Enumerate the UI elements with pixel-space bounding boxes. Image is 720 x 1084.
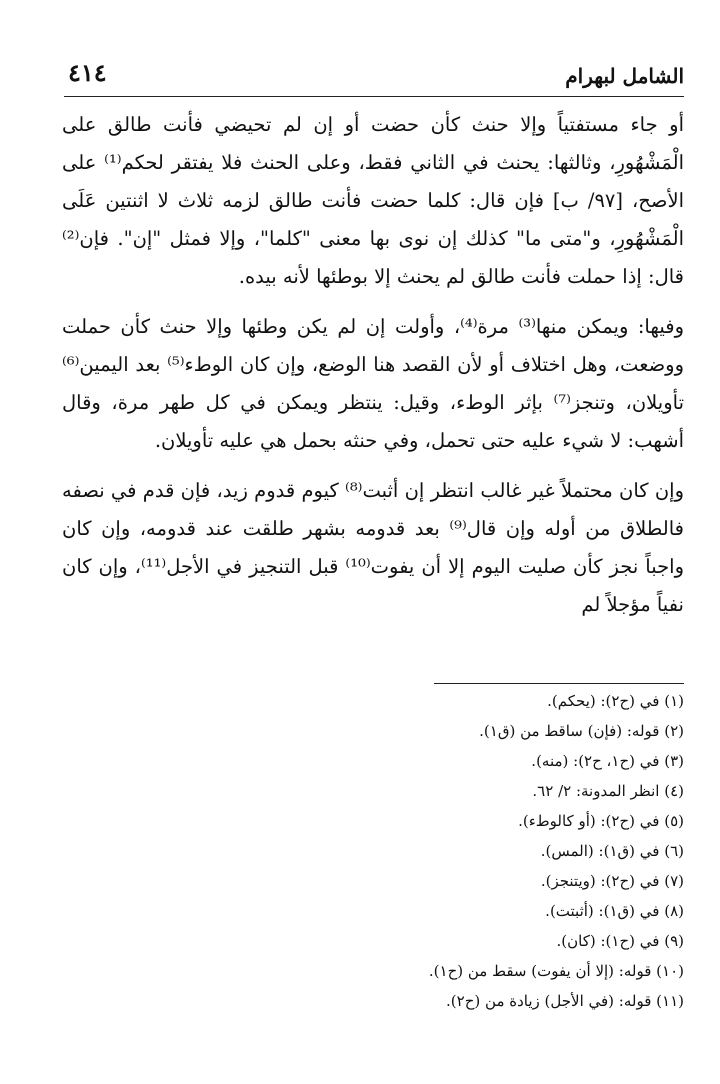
footnote-separator (434, 683, 684, 684)
running-title: الشامل لبهرام (565, 64, 684, 88)
paragraph-2: وفيها: ويمكن منها⁽³⁾ مرة⁽⁴⁾، وأولت إن لم يكن وطئها وإلا حنث كأن حملت ووضعت، وهل اختلاف أو لأن القصد هنا الوضع، وإن كان الوطء⁽⁵⁾ بعد اليمين⁽⁶⁾ تأويلان، وتنجز⁽⁷⁾ بإثر الوطء، وقيل: ينتظر ويمكن في كل طهر مرة، وقال أشهب: لا شيء عليه حتى تحمل، وفي حنثه بحمل هي عليه تأويلان. (62, 315, 684, 452)
page-number: ٤١٤ (68, 58, 107, 87)
footnotes-list (284, 686, 684, 1016)
footnote-1: (١) في (ح٢): (يحكم). (547, 692, 684, 710)
footnote-4: (٤) انظر المدونة: ٢/ ٦٢. (532, 782, 684, 800)
paragraph-1: أو جاء مستفتياً وإلا حنث كأن حضت أو إن لم تحيضي فأنت طالق على الْمَشْهُورِ، وثالثها: يحنث في الثاني فقط، وعلى الحنث فلا يفتقر لحكم⁽¹⁾ على الأصح، [٩٧/ ب] فإن قال: كلما حضت فأنت طالق لزمه ثلاث لا اثنتين عَلَى الْمَشْهُورِ، و"متى ما" كذلك إن نوى بها معنى "كلما"، وإلا فمثل "إن". فإن⁽²⁾ قال: إذا حملت فأنت طالق لم يحنث إلا بوطئها لأنه بيده. (62, 113, 684, 288)
footnote-5: (٥) في (ح٢): (أو كالوطء). (518, 812, 684, 830)
footnote-7: (٧) في (ح٢): (ويتنجز). (540, 872, 684, 890)
main-text (62, 106, 684, 624)
footnote-3: (٣) في (ح١، ح٢): (منه). (531, 752, 684, 770)
header-rule (64, 96, 684, 97)
footnote-11: (١١) قوله: (في الأجل) زيادة من (ح٢). (446, 992, 684, 1010)
footnote-9: (٩) في (ح١): (كان). (556, 932, 684, 950)
footnote-6: (٦) في (ق١): (المس). (540, 842, 684, 860)
page-header (64, 56, 684, 96)
paragraph-3: وإن كان محتملاً غير غالب انتظر إن أثبت⁽⁸⁾ كيوم قدوم زيد، فإن قدم في نصفه فالطلاق من أوله وإن قال⁽⁹⁾ بعد قدومه بشهر طلقت عند قدومه، وإن كان واجباً نجز كأن صليت اليوم إلا أن يفوت⁽¹⁰⁾ قبل التنجيز في الأجل⁽¹¹⁾، وإن كان نفياً مؤجلاً لم (62, 479, 685, 616)
footnote-2: (٢) قوله: (فإن) ساقط من (ق١). (479, 722, 684, 740)
footnote-8: (٨) في (ق١): (أثبتت). (545, 902, 684, 920)
footnote-10: (١٠) قوله: (إلا أن يفوت) سقط من (ح١). (428, 962, 684, 980)
